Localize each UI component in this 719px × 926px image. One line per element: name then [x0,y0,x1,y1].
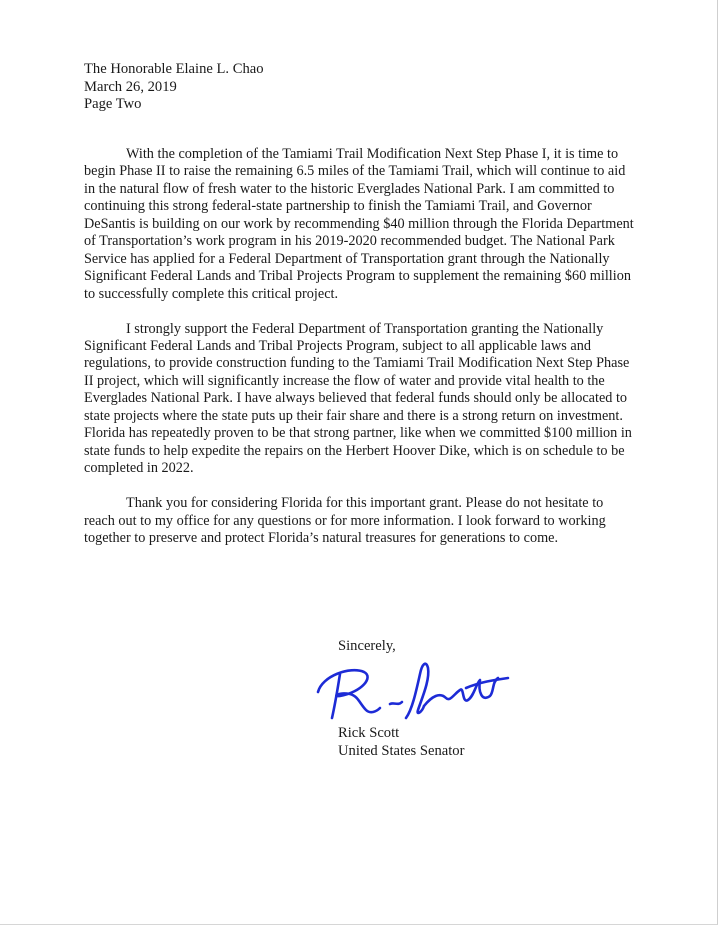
signer-title: United States Senator [338,742,465,759]
signer-name: Rick Scott [338,725,400,741]
signature-stroke-mark [390,702,402,704]
paragraph-2: I strongly support the Federal Department of Transportation granting the Nationally Significant Federal Lands and Tribal Projects Program, subject to all applicable laws and regulations, to provide construction funding to the Tamiami Trail Modification Next Step Phase II project, which will significantly increase the flow of water and provide vital health to the Everglades National Park. I have always believed that federal funds should only be allocated to state projects where the state puts up their fair share and there is a strong return on investment. Florida has repeatedly proven to be that strong partner, like when we committed $100 million in state funds to help expedite the repairs on the Herbert Hoover Dike, which is on schedule to be completed in 2022. [84,320,632,477]
date-line: March 26, 2019 [84,78,177,95]
closing-salutation: Sincerely, [338,638,396,654]
handwritten-signature-icon [310,652,520,726]
signature-stroke-cross [466,678,508,688]
letter-header [84,61,264,114]
page-label: Page Two [84,96,142,112]
letter-body [84,146,636,565]
signature-stroke-s [406,664,428,718]
signature-stroke-r [318,670,380,712]
paragraph-1: With the completion of the Tamiami Trail Modification Next Step Phase I, it is time to begin Phase II to raise the remaining 6.5 miles of the Tamiami Trail, which will continue to aid in the natural flow of fresh water to the historic Everglades National Park. I am committed to continuing this strong federal-state partnership to finish the Tamiami Trail, and Governor DeSantis is building on our work by recommending $40 million through the Florida Department of Transportation’s work program in his 2019-2020 recommended budget. The National Park Service has applied for a Federal Department of Transportation grant through the Nationally Significant Federal Lands and Tribal Projects Program to supplement the remaining $60 million to successfully complete this critical project. [84,146,634,302]
recipient-line: The Honorable Elaine L. Chao [84,61,264,77]
signer-block [338,725,464,760]
paragraph-3: Thank you for considering Florida for this important grant. Please do not hesitate to reach out to my office for any questions or for more information. I look forward to working together to preserve and protect Florida’s natural treasures for generations to come. [84,495,606,547]
